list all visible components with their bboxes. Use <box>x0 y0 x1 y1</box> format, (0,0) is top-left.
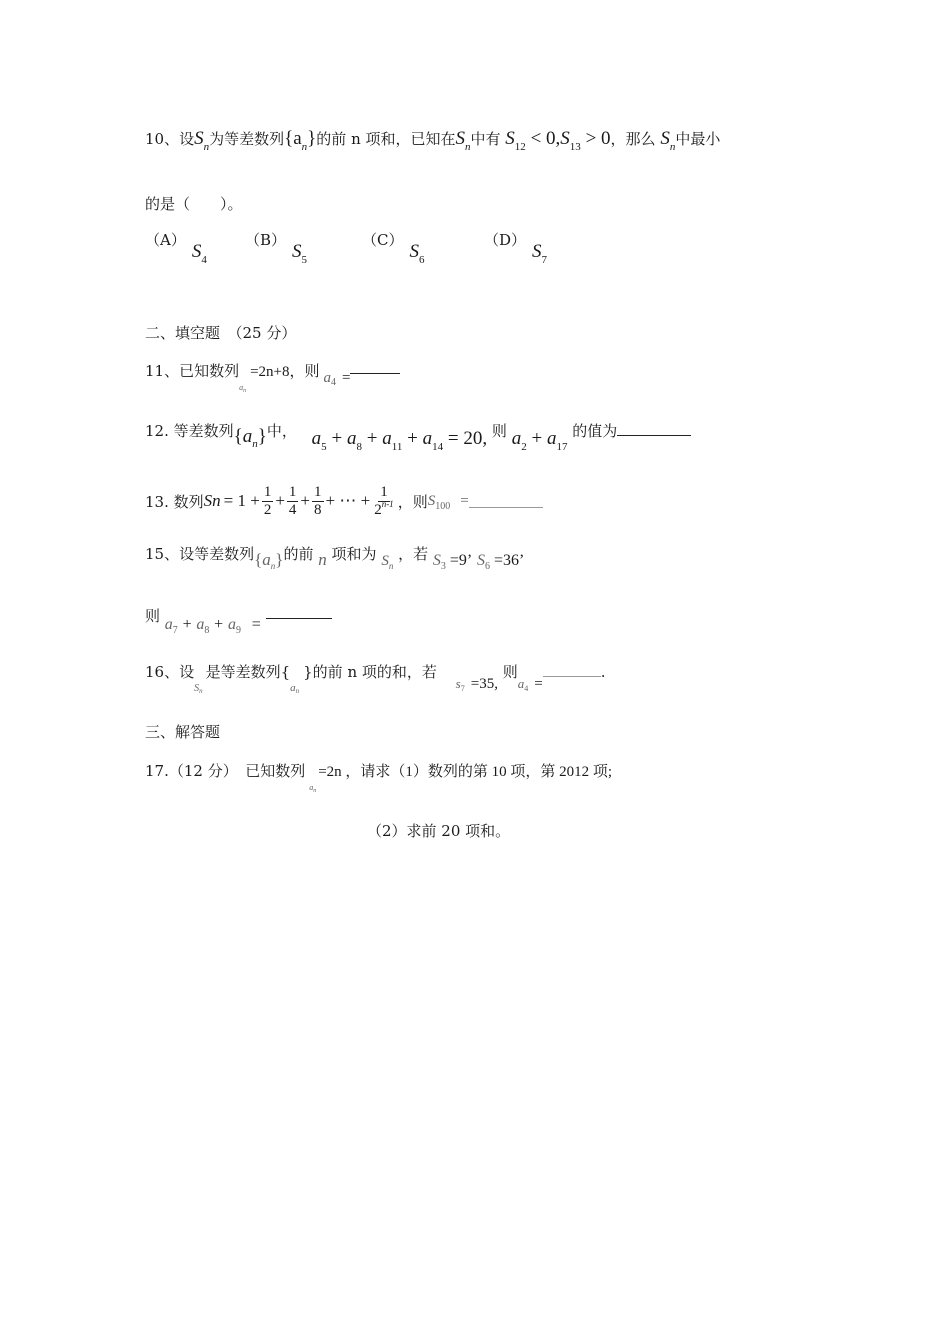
q13-frac-quarter-den: 4 <box>288 501 297 518</box>
q16-s7-value: =35, <box>470 676 498 692</box>
q10-sn-2: S <box>455 128 465 149</box>
option-d-var: S <box>532 241 542 262</box>
q17-text-1: =2n ，请求（1）数列的第 10 项，第 2012 项; <box>318 764 613 780</box>
q12-brace-open: { <box>233 426 243 447</box>
q10-prefix: 10、设 <box>145 130 195 148</box>
q13-s100-sub: 100 <box>435 500 451 512</box>
q10-gt-zero: > 0 <box>585 128 611 149</box>
q12-prefix: 12. 等差数列 <box>145 422 234 440</box>
q10-lt-zero: < 0, <box>530 128 561 149</box>
q16-ze: 则 <box>502 663 518 681</box>
q13-frac-quarter <box>287 484 299 518</box>
q15-a8-sub: 8 <box>204 625 210 636</box>
q13-frac-general <box>372 484 396 518</box>
q13-dots: + ⋯ + <box>325 491 371 510</box>
q10-text-2: 的前 n 项和，已知在 <box>316 130 456 148</box>
question-16 <box>145 661 606 695</box>
q16-sn-sub: n <box>199 687 203 695</box>
option-b-sub: 5 <box>301 254 308 266</box>
q12-plus-2: + <box>366 428 378 449</box>
option-c-sub: 6 <box>418 254 425 266</box>
q16-answer-blank[interactable] <box>543 676 601 677</box>
q12-target-expr <box>511 428 573 453</box>
q12-term-a14: a <box>422 428 433 449</box>
q15-s6: S <box>477 552 486 569</box>
q12-term-a8: a <box>346 428 357 449</box>
q15-s3-value: =9’ <box>449 552 473 569</box>
q11-equation: =2n+8，则 <box>250 364 320 380</box>
q12-an-sub: n <box>252 438 258 450</box>
question-13 <box>145 478 543 524</box>
option-d-sub: 7 <box>541 254 548 266</box>
q12-sum-expr <box>311 428 492 453</box>
q16-s7-sub: 7 <box>460 684 465 693</box>
q15-conditions <box>432 551 525 572</box>
q12-an: a <box>242 426 253 447</box>
q13-answer-blank[interactable] <box>469 507 543 508</box>
q15-brace-close: } <box>275 550 284 569</box>
option-a-sub: 4 <box>201 254 207 266</box>
q11-equals: = <box>342 370 351 386</box>
q15-sum-expr <box>164 615 266 636</box>
q16-text-2: }的前 n 项的和，若 <box>303 663 437 681</box>
q10-s12: S <box>505 128 515 149</box>
q13-frac-eighth <box>312 484 324 518</box>
q10-sn: S <box>194 128 204 149</box>
q17-an-sub: n <box>313 788 317 794</box>
question-15-line-1 <box>145 543 525 572</box>
option-a-label: （A） <box>145 231 186 249</box>
question-15-line-2 <box>145 605 332 636</box>
q13-equals-one-plus: = 1 + <box>223 491 260 510</box>
q16-period: . <box>600 663 606 681</box>
q10-sn-sub: n <box>203 141 210 153</box>
q13-ze: ，则 <box>397 492 428 511</box>
q16-s7: s <box>455 676 461 691</box>
q12-ze: 则 <box>491 422 507 440</box>
q10-an-sub: n <box>301 141 308 153</box>
q15-an: a <box>262 550 271 569</box>
q15-a9-sub: 9 <box>235 625 241 636</box>
q12-a17: a <box>546 428 557 449</box>
question-10-line-1 <box>145 128 721 153</box>
q13-frac-half-den: 2 <box>263 501 272 518</box>
q11-an-sub: n <box>243 388 247 394</box>
q15-an-sub: n <box>270 561 276 571</box>
option-b-label: （B） <box>245 231 287 249</box>
section-3-heading: 三、解答题 <box>145 723 221 741</box>
q15-a7-sub: 7 <box>172 625 178 636</box>
q13-prefix: 13. 数列 <box>145 492 204 511</box>
q13-plus-2: + <box>300 491 310 510</box>
question-12 <box>145 420 691 453</box>
q15-ze: 则 <box>145 607 161 625</box>
q12-mid: 中， <box>266 422 297 440</box>
q10-text-1: 为等差数列 <box>209 130 285 148</box>
q10-s13-sub: 13 <box>569 141 581 153</box>
q11-answer-blank[interactable] <box>350 373 400 374</box>
q12-term-a11-sub: 11 <box>391 441 403 453</box>
q13-frac-eighth-den: 8 <box>314 501 322 518</box>
q15-s6-sub: 6 <box>485 561 491 572</box>
q13-sn: Sn <box>203 491 221 510</box>
option-b-var: S <box>292 241 302 262</box>
q15-answer-blank[interactable] <box>266 618 332 619</box>
q12-a17-sub: 17 <box>556 441 568 453</box>
q10-s13: S <box>560 128 570 149</box>
q12-plus-4: + <box>531 428 543 449</box>
q13-s100: S <box>427 492 436 509</box>
option-c-label: （C） <box>362 231 404 249</box>
q12-plus-1: + <box>331 428 343 449</box>
q16-a4-sub: 4 <box>524 684 529 693</box>
option-b <box>245 229 308 266</box>
q15-equals: = <box>251 616 261 633</box>
option-d-label: （D） <box>484 231 527 249</box>
section-2-heading: 二、填空题 （25 分） <box>145 324 297 342</box>
q15-s3: S <box>432 552 441 569</box>
q10-brace-close: } <box>307 128 317 149</box>
q15-n: n <box>318 550 327 569</box>
q13-plus-1: + <box>275 491 285 510</box>
q10-text-4: ，那么 <box>610 130 656 148</box>
q15-a8: a <box>196 616 205 633</box>
option-d <box>484 229 548 266</box>
q12-term-a8-sub: 8 <box>356 441 362 453</box>
q17-an: a <box>309 783 314 792</box>
q10-s12-sub: 12 <box>514 141 526 153</box>
q10-sn-3: S <box>660 128 670 149</box>
question-11 <box>145 360 400 394</box>
q11-a4-sub: 4 <box>331 377 337 388</box>
q13-equals: = <box>460 492 469 509</box>
q12-brace-close: } <box>257 426 267 447</box>
q15-text-1: 的前 <box>283 545 314 563</box>
q12-tail: 的值为 <box>572 422 618 440</box>
q13-frac-half-num: 1 <box>263 484 272 500</box>
q13-frac-half <box>262 484 274 518</box>
q13-frac-quarter-num: 1 <box>288 484 297 500</box>
q16-sn: S <box>194 683 200 694</box>
q16-prefix: 16、设 <box>145 663 195 681</box>
q16-an-sub: n <box>295 687 300 695</box>
option-a <box>145 229 207 266</box>
q13-den-base: 2 <box>374 501 382 518</box>
q12-a2-sub: 2 <box>521 441 527 453</box>
question-10-line-2: 的是（ ）。 <box>145 195 243 213</box>
q16-equals: = <box>534 676 543 692</box>
q11-an: a <box>239 383 244 392</box>
option-a-var: S <box>191 241 202 262</box>
q11-prefix: 11、已知数列 <box>145 362 240 380</box>
option-c <box>362 229 425 266</box>
q15-s6-value: =36’ <box>494 552 525 569</box>
q17-prefix: 17.（12 分） 已知数列 <box>145 762 306 780</box>
q16-text-1: 是等差数列{ <box>205 663 291 681</box>
q15-text-3: ，若 <box>398 545 429 563</box>
question-17-line-1 <box>145 760 613 794</box>
q15-prefix: 15、设等差数列 <box>145 545 255 563</box>
q15-a7: a <box>164 616 173 633</box>
q10-sn-3-sub: n <box>669 141 676 153</box>
q15-a9: a <box>227 616 236 633</box>
question-17-line-2: （2）求前 20 项和。 <box>367 822 511 840</box>
option-c-var: S <box>409 241 419 262</box>
q15-s3-sub: 3 <box>440 561 446 572</box>
q15-sn: S <box>381 553 389 569</box>
q15-text-2: 项和为 <box>331 545 377 563</box>
q12-term-a11: a <box>382 428 392 449</box>
q15-plus-2: + <box>214 616 224 633</box>
q13-den-exponent: n-1 <box>381 498 394 509</box>
q10-sn-2-sub: n <box>465 141 471 153</box>
q12-equals-20: = 20, <box>447 428 488 449</box>
q12-term-a14-sub: 14 <box>432 441 444 453</box>
q13-frac-eighth-num: 1 <box>314 484 322 500</box>
q12-plus-3: + <box>407 428 418 449</box>
q10-text-5: 中最小 <box>675 130 721 148</box>
q12-term-a5: a <box>311 428 322 449</box>
q15-brace-open: { <box>254 550 263 569</box>
q15-sn-sub: n <box>388 561 394 571</box>
q13-frac-general-den <box>372 498 396 519</box>
q10-brace-an: {a <box>284 128 302 149</box>
q16-a4: a <box>517 676 525 691</box>
q12-term-a5-sub: 5 <box>321 441 327 453</box>
q12-answer-blank[interactable] <box>617 435 691 436</box>
q11-a4: a <box>323 370 332 386</box>
q12-a2: a <box>511 428 522 449</box>
q10-text-3: 中有 <box>470 130 501 148</box>
q13-frac-general-num: 1 <box>380 484 388 500</box>
q15-plus-1: + <box>182 616 192 633</box>
q16-an: a <box>290 682 296 694</box>
